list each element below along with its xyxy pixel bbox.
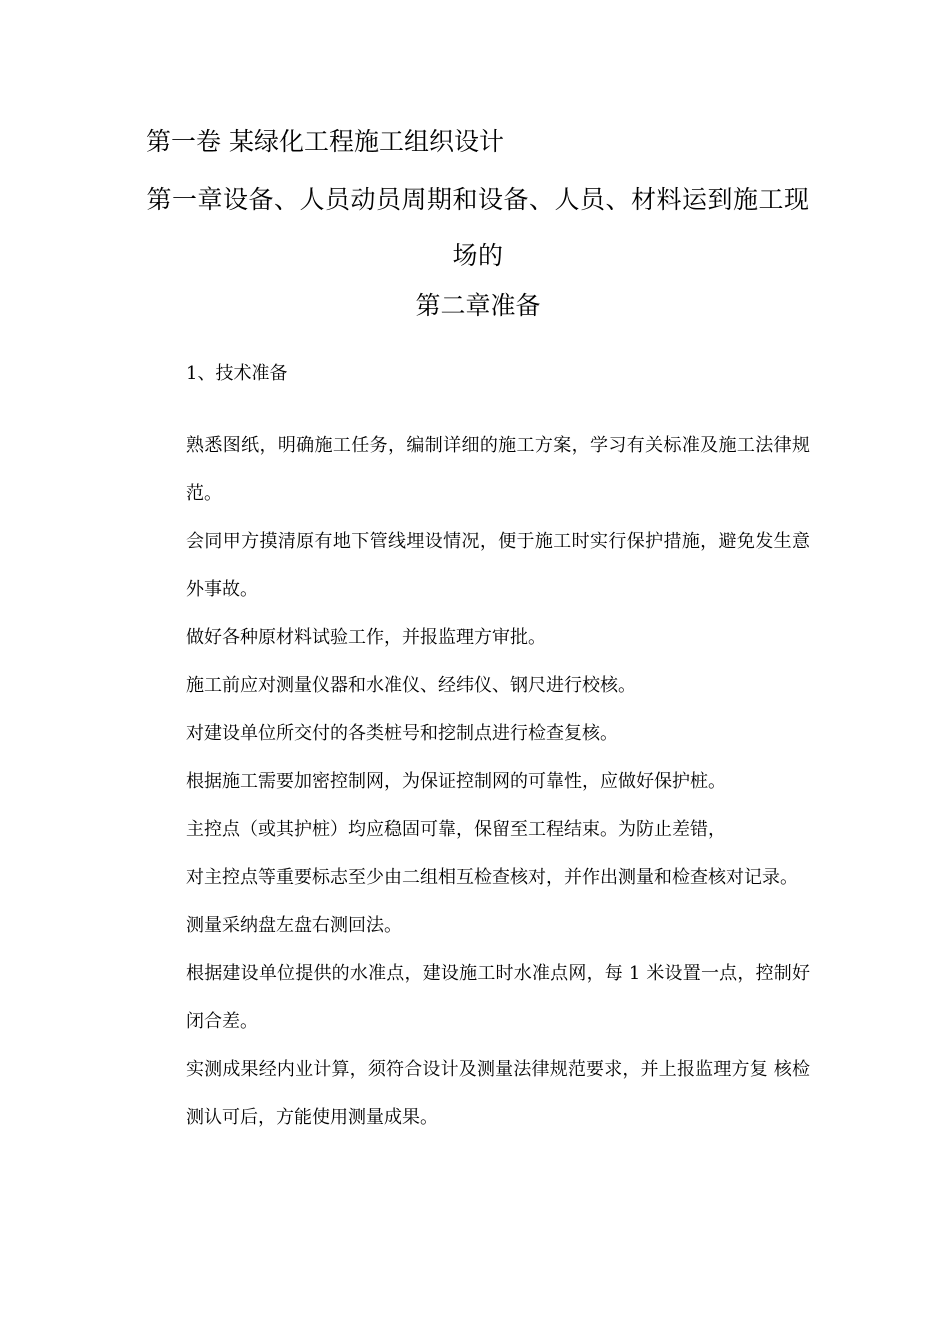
section-heading: 1、技术准备 [186,363,288,384]
body-text [186,422,810,1142]
chapter-2-title: 第二章准备 [415,291,541,320]
paragraph: 主控点（或其护桩）均应稳固可靠，保留至工程结束。为防止差错， [186,819,726,840]
paragraph: 对主控点等重要标志至少由二组相互检查核对，并作出测量和检查核对记录。 [186,867,798,888]
volume-title: 第一卷 某绿化工程施工组织设计 [146,127,504,156]
paragraph: 施工前应对测量仪器和水准仪、经纬仪、钢尺进行校核。 [186,675,636,696]
paragraph: 会同甲方摸清原有地下管线埋设情况，便于施工时实行保护措施，避免发生意外事故。 [186,531,810,600]
chapter-1-title: 第一章设备、人员动员周期和设备、人员、材料运到施工现场的 [146,185,810,270]
paragraph: 根据建设单位提供的水准点，建设施工时水准点网，每 1 米设置一点，控制好闭合差。 [186,963,810,1032]
paragraph: 熟悉图纸，明确施工任务，编制详细的施工方案，学习有关标准及施工法律规范。 [186,435,810,504]
paragraph: 对建设单位所交付的各类桩号和挖制点进行检查复核。 [186,723,618,744]
paragraph: 实测成果经内业计算，须符合设计及测量法律规范要求，并上报监理方复 核检测认可后，方能使用测量成果。 [186,1059,810,1128]
paragraph: 做好各种原材料试验工作，并报监理方审批。 [186,627,546,648]
paragraph: 测量采纳盘左盘右测回法。 [186,915,402,936]
paragraph: 根据施工需要加密控制网，为保证控制网的可靠性，应做好保护桩。 [186,771,726,792]
